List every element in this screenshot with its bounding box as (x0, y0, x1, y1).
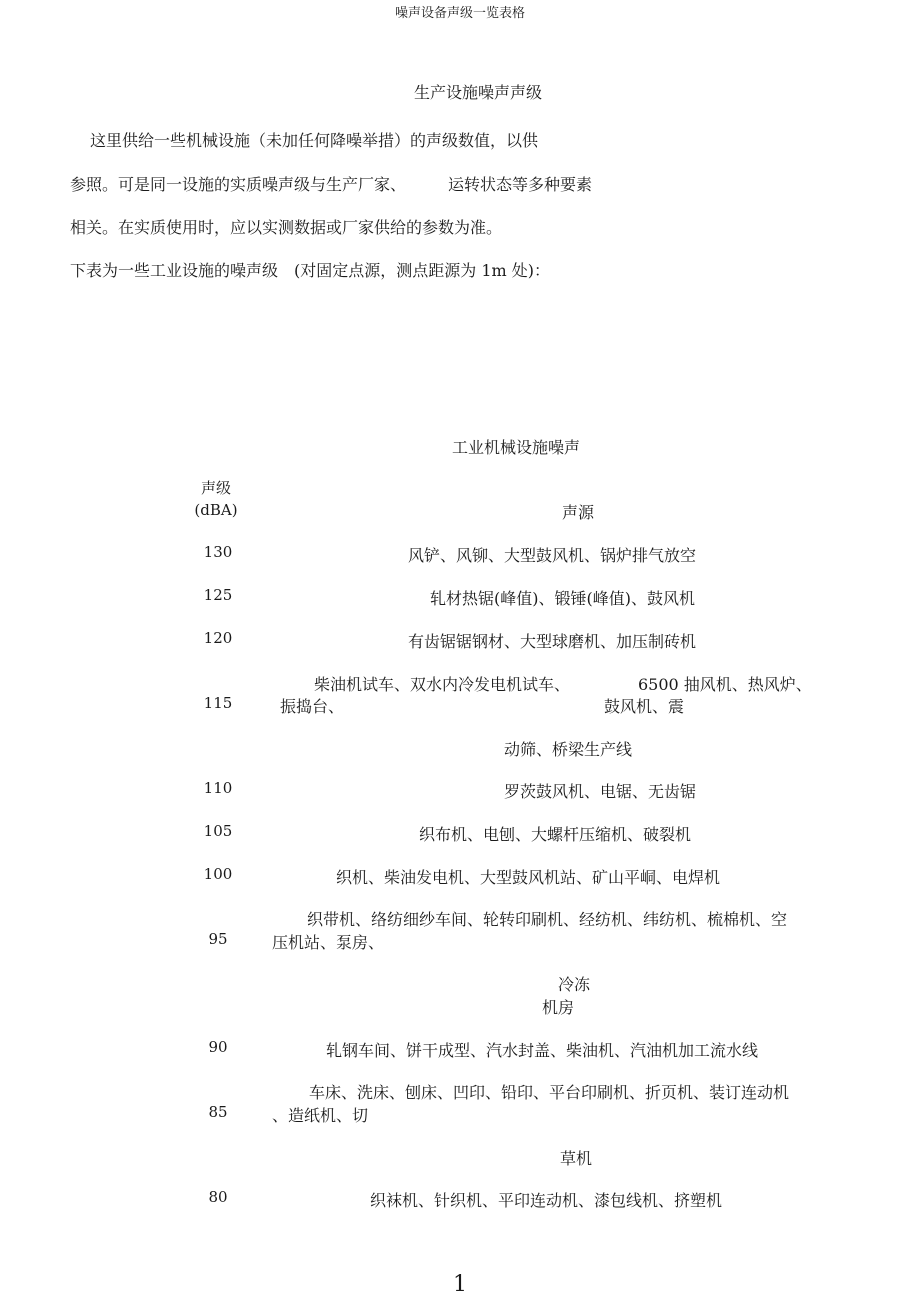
row-source-line: 柴油机试车、双水内冷发电机试车、 (314, 675, 571, 694)
row-level: 90 (208, 1038, 228, 1056)
row-level: 95 (208, 930, 228, 948)
intro-line-1: 这里供给一些机械设施（未加任何降噪举措）的声级数值，以供 (90, 131, 539, 150)
row-source-line: 机房 (542, 998, 575, 1017)
row-source-line: 动筛、桥梁生产线 (504, 740, 633, 759)
running-header: 噪声设备声级一览表格 (394, 6, 525, 21)
column-header-source: 声源 (561, 503, 594, 522)
row-source: 织布机、电刨、大螺杆压缩机、破裂机 (419, 825, 692, 844)
intro-line-4: 下表为一些工业设施的噪声级 (对固定点源，测点距源为 1m 处)： (70, 261, 551, 280)
column-header-level-name: 声级 (200, 479, 231, 497)
row-source-line: 冷冻 (558, 975, 591, 994)
row-source: 织袜机、针织机、平印连动机、漆包线机、挤塑机 (370, 1191, 723, 1210)
column-header-level (170, 477, 262, 521)
section-title: 生产设施噪声声级 (413, 83, 542, 102)
row-source: 有齿锯锯钢材、大型球磨机、加压制砖机 (408, 632, 697, 651)
row-level: 120 (203, 629, 233, 647)
row-level: 100 (203, 865, 233, 883)
row-source: 轧材热锯(峰值)、锻锤(峰值)、鼓风机 (430, 589, 695, 608)
row-source-line: 车床、洗床、刨床、凹印、铅印、平台印刷机、折页机、装订连动机 (309, 1083, 790, 1102)
intro-line-2b: 运转状态等多种要素 (448, 175, 593, 194)
intro-line-2a: 参照。可是同一设施的实质噪声级与生产厂家、 (70, 175, 407, 194)
row-level: 115 (203, 694, 233, 712)
column-header-level-unit: (dBA) (194, 501, 238, 519)
row-level: 105 (203, 822, 233, 840)
row-source-line: 、造纸机、切 (272, 1106, 369, 1125)
row-level: 80 (208, 1188, 228, 1206)
row-source: 轧钢车间、饼干成型、汽水封盖、柴油机、汽油机加工流水线 (326, 1041, 759, 1060)
row-level: 110 (203, 779, 233, 797)
row-level: 125 (203, 586, 233, 604)
row-source-line: 6500 抽风机、热风炉、 (638, 675, 812, 694)
row-source: 风铲、风铆、大型鼓风机、锅炉排气放空 (408, 546, 697, 565)
row-source-line: 鼓风机、震 (604, 697, 685, 716)
page-number: 1 (453, 1272, 467, 1297)
row-level: 130 (203, 543, 233, 561)
row-source: 织机、柴油发电机、大型鼓风机站、矿山平峒、电焊机 (336, 868, 721, 887)
row-source-line: 振捣台、 (280, 697, 345, 716)
row-source: 罗茨鼓风机、电锯、无齿锯 (504, 782, 697, 801)
row-source-line: 草机 (560, 1149, 593, 1168)
row-source-line: 压机站、泵房、 (272, 933, 385, 952)
table-title: 工业机械设施噪声 (451, 438, 580, 457)
row-source-line: 织带机、络纺细纱车间、轮转印刷机、经纺机、纬纺机、梳棉机、空 (307, 910, 788, 929)
row-level: 85 (208, 1103, 228, 1121)
intro-line-3: 相关。在实质使用时，应以实测数据或厂家供给的参数为准。 (70, 218, 503, 237)
